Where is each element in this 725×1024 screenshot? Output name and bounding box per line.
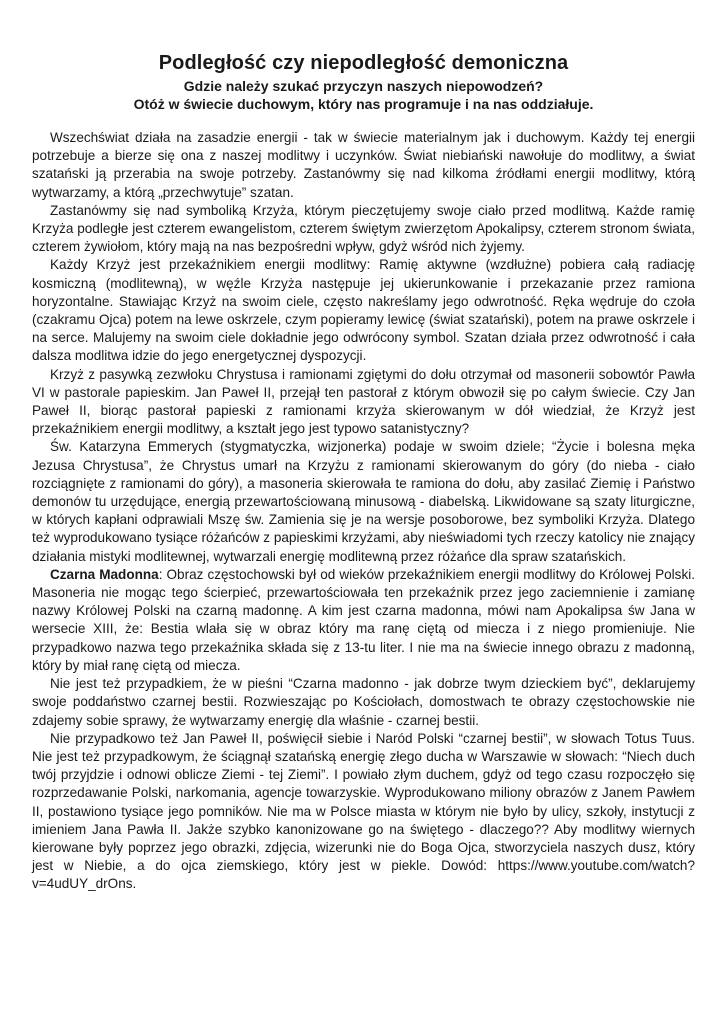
paragraph-text: : Obraz częstochowski był od wieków przekaźnikiem energii modlitwy do Królowej Polski. Masoneria nie mogąc tego ścierpieć, przewartościowała ten przekaźnik przez jego zaciemnienie i zamianę nazwy Królowej Polski na czarną madonnę. A kim jest czarna madonna, mówi nam Apokalipsa św Jana w wersecie XIII, że: Bestia wlała się w obraz który ma ranę ciętą od miecza i z niego promieniuje. Nie przypadkowo nazwa tego przekaźnika składa się z 13-tu liter. I nie ma na świecie innego obrazu z madonną, który by miał ranę ciętą od miecza.	[32, 566, 695, 673]
paragraph	[32, 256, 695, 365]
paragraph	[32, 675, 695, 730]
paragraph	[32, 566, 695, 675]
paragraph-text: Wszechświat działa na zasadzie energii - tak w świecie materialnym jak i duchowym. Każdy tej energii potrzebuje a bierze się ona z naszej modlitwy i uczynków. Świat niebiański nawołuje do modlitwy, a świat szatański ją przerabia na swoje potrzeby. Zastanówmy się nad kilkoma źródłami energii modlitwy, którą wytwarzamy, a którą „przechwytuje” szatan.	[32, 130, 695, 200]
paragraph-text: Krzyż z pasywką zezwłoku Chrystusa i ramionami zgiętymi do dołu otrzymał od masonerii sobowtór Pawła VI w pastorale papieskim. Jan Paweł II, przejął ten pastorał z którym obwoził się po całym świecie. Czy Jan Paweł II, biorąc pastorał papieski z ramionami krzyża skierowanym w dół wiedział, że Krzyż jest przekaźnikiem energii modlitwy, a kształt jego jest typowo satanistyczny?	[32, 366, 695, 437]
paragraph	[32, 129, 695, 202]
paragraph-text: Nie jest też przypadkiem, że w pieśni “Czarna madonno - jak dobrze twym dzieckiem być”, deklarujemy swoje poddaństwo czarnej bestii. Rozwieszając po Kościołach, domostwach te obrazy częstochowskie nie zdajemy sobie sprawy, że wytwarzamy energię dla właśnie - czarnej bestii.	[32, 676, 695, 728]
paragraph-text: Zastanówmy się nad symboliką Krzyża, którym pieczętujemy swoje ciało przed modlitwą. Każde ramię Krzyża podległe jest czterem ewangelistom, czterem świętym zwierzętom Apokalipsy, czterem stronom świata, czterem żywiołom, który mają na nas bezpośredni wpływ, gdyż wśród nich żyjemy.	[32, 202, 695, 255]
document-subtitle-1: Gdzie należy szukać przyczyn naszych niepowodzeń?	[183, 78, 544, 94]
paragraph	[32, 366, 695, 439]
paragraph-text: Nie przypadkowo też Jan Paweł II, poświęcił siebie i Naród Polski “czarnej bestii”, w słowach Totus Tuus. Nie jest też przypadkowym, że ściągnął szatańską energię złego ducha w Warszawie w słowach: “Niech duch twój przyjdzie i odnowi oblicze Ziemi - tej Ziemi”. I powiało złym duchem, gdyż od tego czasu rozpoczęło się rozprzedawanie Polski, narkomania, agencje towarzyskie. Wyprodukowano miliony obrazów z Janem Pawłem II, postawiono tysiące jego pomników. Nie ma w Polsce miasta w którym nie było by ulicy, szkoły, instytucji z imieniem Jana Pawła II. Jakże szybko kanonizowane go na świętego - dlaczego?? Aby modlitwy wiernych kierowane były poprzez jego obrazki, zdjęcia, wizerunki nie do Boga Ojca, stworzyciela naszych dusz, który jest w Niebie, a do ojca ziemskiego, który jest w piekle. Dowód: https://www.youtube.com/watch?v=4udUY_drOns.	[32, 730, 695, 892]
document-body	[32, 129, 695, 894]
paragraph	[32, 730, 695, 894]
document-subtitle-2: Otóż w świecie duchowym, który nas programuje i na nas oddziałuje.	[133, 96, 594, 112]
paragraph-lead: Czarna Madonna	[50, 566, 159, 582]
document-title: Podległość czy niepodległość demoniczna	[158, 52, 569, 74]
paragraph	[32, 438, 695, 565]
paragraph-text: Św. Katarzyna Emmerych (stygmatyczka, wizjonerka) podaje w swoim dziele; “Życie i bolesna męka Jezusa Chrystusa”, że Chrystus umarł na Krzyżu z ramionami skierowanym do góry (do nieba - ciało rozciągnięte z ramionami do góry), a masoneria skierowała te ramiona do dołu, aby zasilać Ziemię i Państwo demonów tu urzędujące, energią przewartościowaną minusową - diabelską. Likwidowane są szaty liturgiczne, w których kapłani odprawiali Mszę św. Zamienia się je na wersje posoborowe, bez symboliki Krzyża. Dlatego też wyprodukowano tysiące różańców z papieskimi krzyżami, aby nieświadomi tych rzeczy katolicy nie znający działania mistyki modlitewnej, wytwarzali energię modlitewną przez różańce dla spraw szatańskich.	[32, 439, 695, 564]
paragraph	[32, 202, 695, 257]
paragraph-text: Każdy Krzyż jest przekaźnikiem energii modlitwy: Ramię aktywne (wzdłużne) pobiera całą radiację kosmiczną (modlitewną), w węźle Krzyża następuje jej ukierunkowanie i przekazanie przez ramiona horyzontalne. Stawiając Krzyż na swoim ciele, często nakreślamy jego odwrotność. Ręka wędruje do czoła (czakramu Ojca) potem na lewe oskrzele, czym popieramy lewicę (świat szatański), potem na prawe oskrzele i na serce. Malujemy na swoim ciele dokładnie jego odwrócony symbol. Szatan działa przez odwrotność i cała dalsza modlitwa idzie do jego energetycznej dyspozycji.	[32, 257, 695, 364]
